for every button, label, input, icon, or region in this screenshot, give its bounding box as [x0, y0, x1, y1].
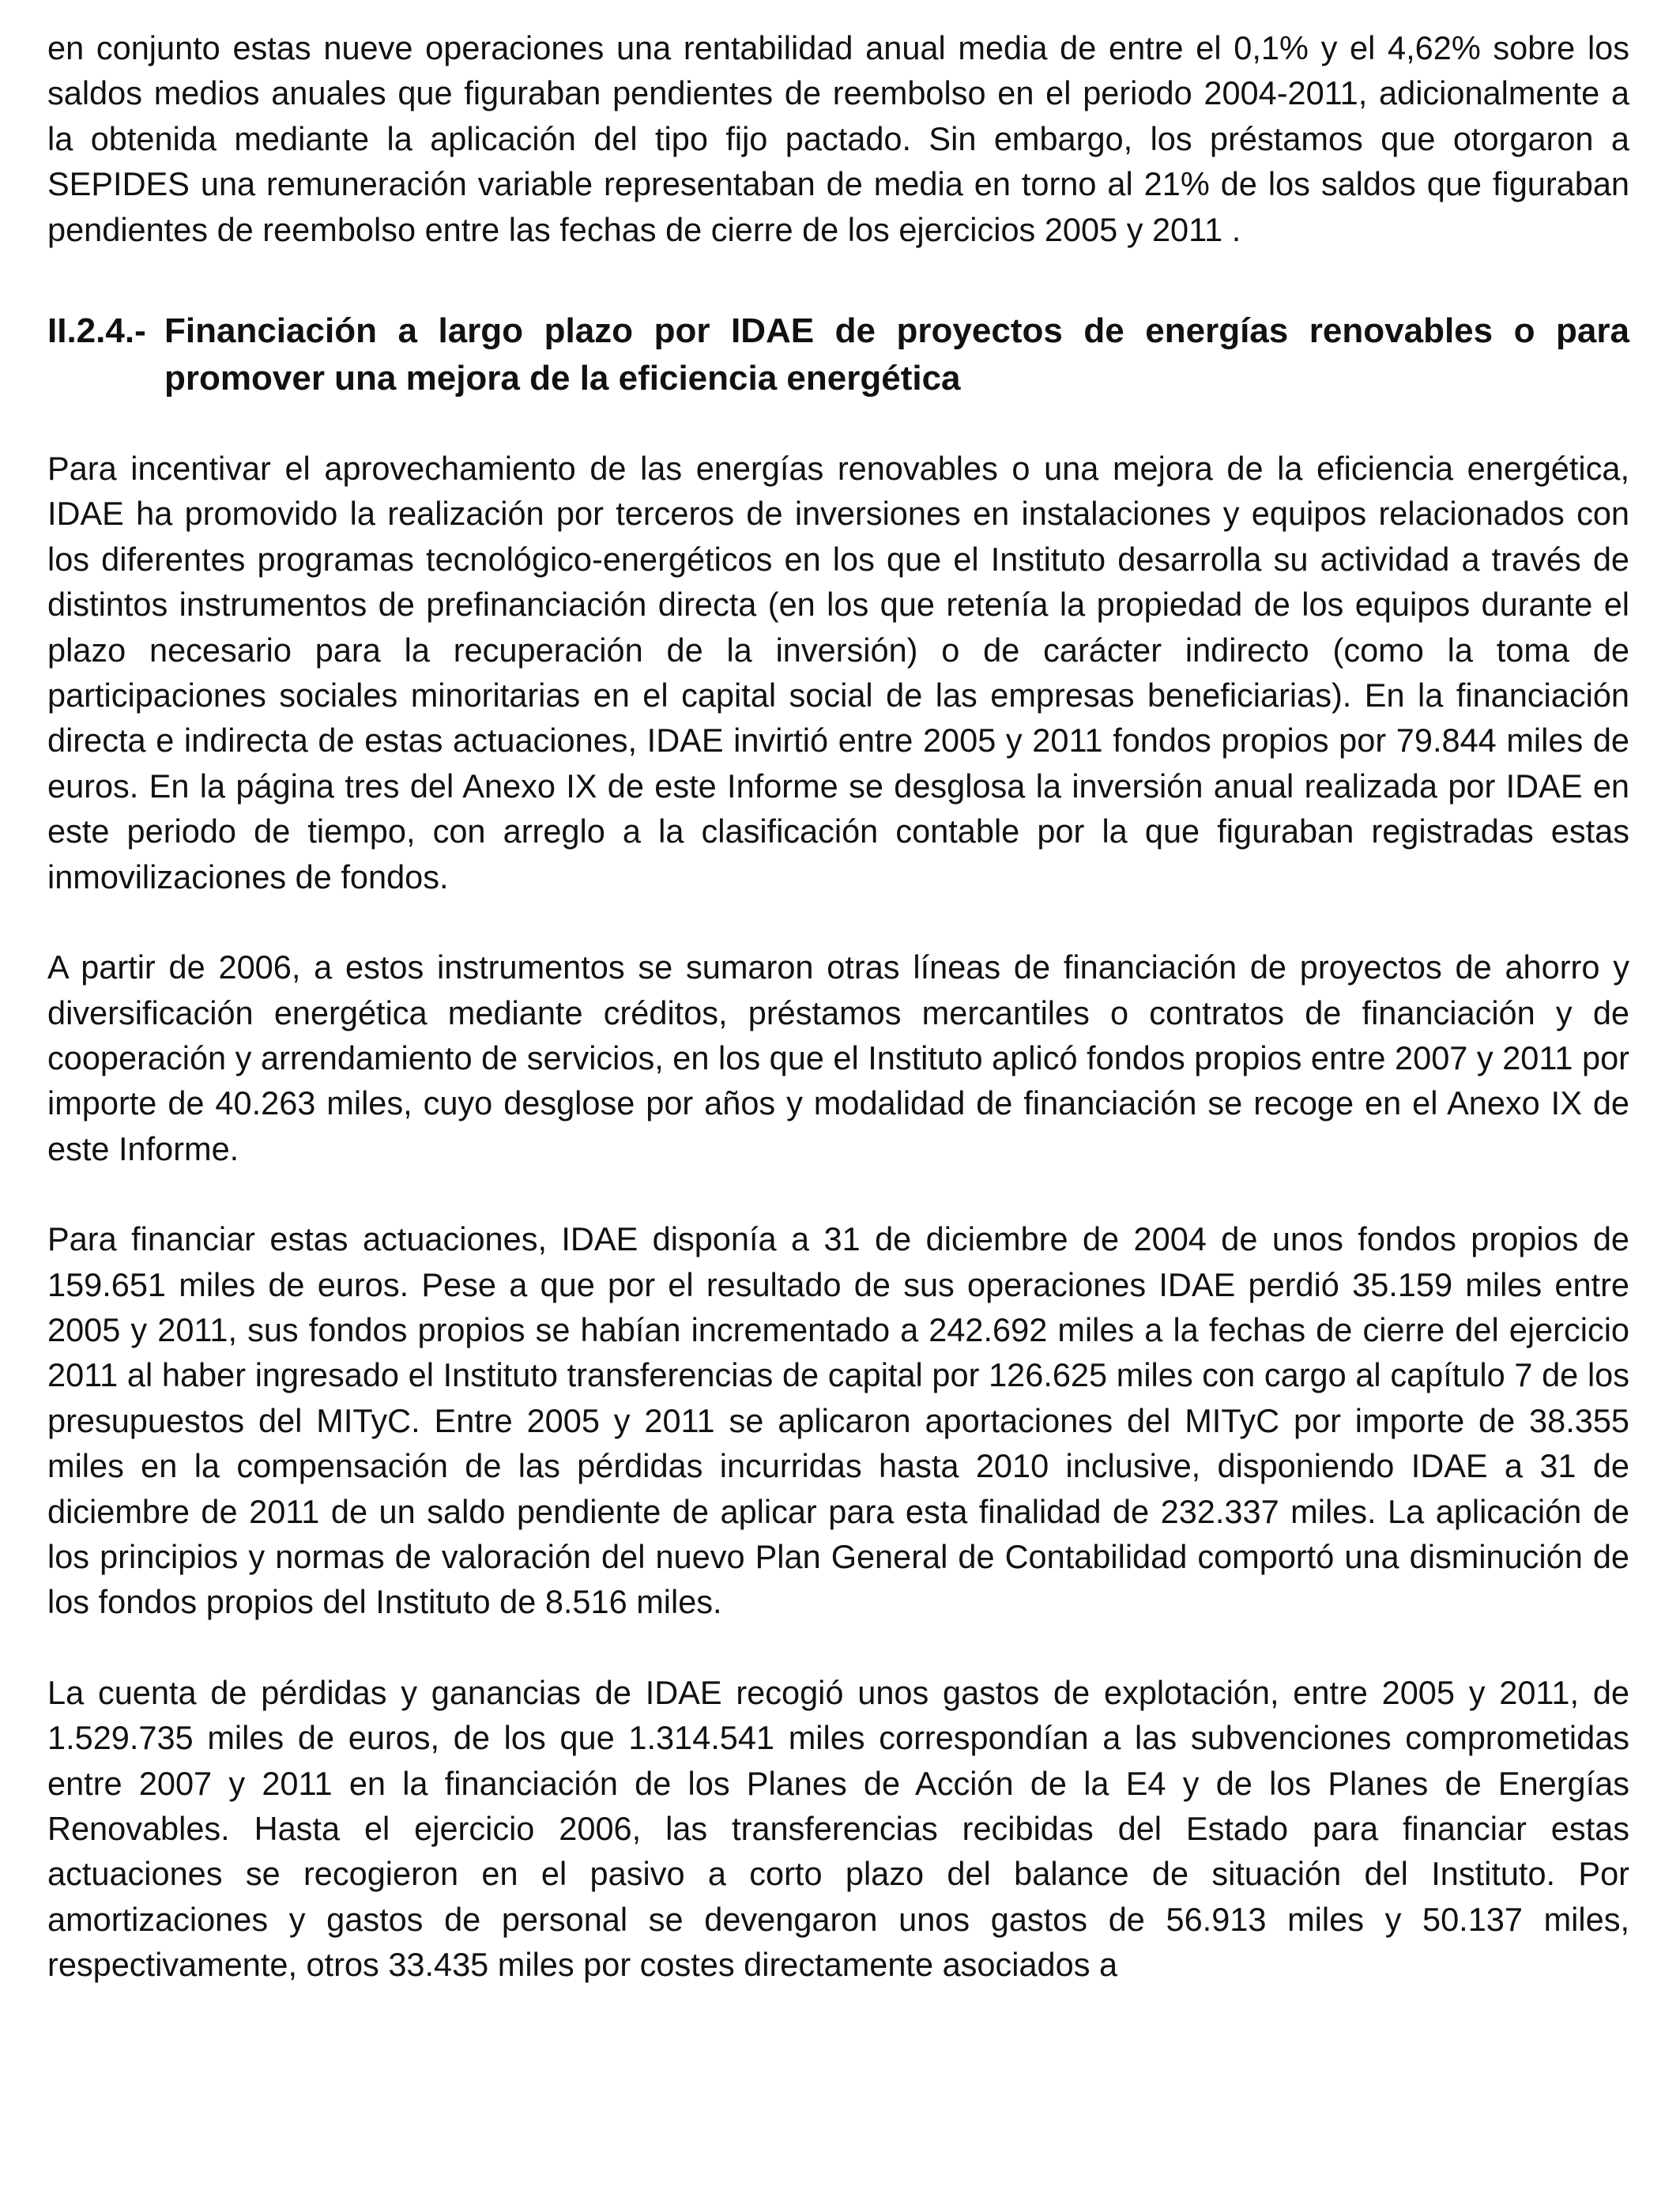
- body-paragraph: La cuenta de pérdidas y ganancias de IDAE recogió unos gastos de explotación, entre 2005 y 2011, de 1.529.735 miles de euros, de los que 1.314.541 miles correspondían a las subvenciones comprometidas entre 2007 y 2011 en la financiación de los Planes de Acción de la E4 y de los Planes de Energías Renovables. Hasta el ejercicio 2006, las transferencias recibidas del Estado para financiar estas actuaciones se recogieron en el pasivo a corto plazo del balance de situación del Instituto. Por amortizaciones y gastos de personal se devengaron unos gastos de 56.913 miles y 50.137 miles, respectivamente, otros 33.435 miles por costes directamente asociados a: [47, 1673, 1629, 1984]
- document-page: [47, 25, 1629, 1988]
- body-paragraph: Para incentivar el aprovechamiento de las energías renovables o una mejora de la eficiencia energética, IDAE ha promovido la realización por terceros de inversiones en instalaciones y equipos relacionados con los diferentes programas tecnológico-energéticos en los que el Instituto desarrolla su actividad a través de distintos instrumentos de prefinanciación directa (en los que retenía la propiedad de los equipos durante el plazo necesario para la recuperación de la inversión) o de carácter indirecto (como la toma de participaciones sociales minoritarias en el capital social de las empresas beneficiarias). En la financiación directa e indirecta de estas actuaciones, IDAE invirtió entre 2005 y 2011 fondos propios por 79.844 miles de euros. En la página tres del Anexo IX de este Informe se desglosa la inversión anual realizada por IDAE en este periodo de tiempo, con arreglo a la clasificación contable por la que figuraban registradas estas inmovilizaciones de fondos.: [47, 450, 1629, 895]
- body-paragraph: Para financiar estas actuaciones, IDAE disponía a 31 de diciembre de 2004 de unos fondos propios de 159.651 miles de euros. Pese a que por el resultado de sus operaciones IDAE perdió 35.159 miles entre 2005 y 2011, sus fondos propios se habían incrementado a 242.692 miles a la fechas de cierre del ejercicio 2011 al haber ingresado el Instituto transferencias de capital por 126.625 miles con cargo al capítulo 7 de los presupuestos del MITyC. Entre 2005 y 2011 se aplicaron aportaciones del MITyC por importe de 38.355 miles en la compensación de las pérdidas incurridas hasta 2010 inclusive, disponiendo IDAE a 31 de diciembre de 2011 de un saldo pendiente de aplicar para esta finalidad de 232.337 miles. La aplicación de los principios y normas de valoración del nuevo Plan General de Contabilidad comportó una disminución de los fondos propios del Instituto de 8.516 miles.: [47, 1220, 1629, 1621]
- body-paragraph: A partir de 2006, a estos instrumentos se sumaron otras líneas de financiación de proyectos de ahorro y diversificación energética mediante créditos, préstamos mercantiles o contratos de financiación y de cooperación y arrendamiento de servicios, en los que el Instituto aplicó fondos propios entre 2007 y 2011 por importe de 40.263 miles, cuyo desglose por años y modalidad de financiación se recoge en el Anexo IX de este Informe.: [47, 948, 1629, 1167]
- intro-paragraph: en conjunto estas nueve operaciones una rentabilidad anual media de entre el 0,1% y el 4,62% sobre los saldos medios anuales que figuraban pendientes de reembolso en el periodo 2004-2011, adicionalmente a la obtenida mediante la aplicación del tipo fijo pactado. Sin embargo, los préstamos que otorgaron a SEPIDES una remuneración variable representaban de media en torno al 21% de los saldos que figuraban pendientes de reembolso entre las fechas de cierre de los ejercicios 2005 y 2011 .: [47, 29, 1629, 248]
- section-title: Financiación a largo plazo por IDAE de proyectos de energías renovables o para promover una mejora de la eficiencia energética: [164, 311, 1629, 398]
- section-number: II.2.4.-: [47, 311, 146, 351]
- section-heading: [47, 307, 1629, 402]
